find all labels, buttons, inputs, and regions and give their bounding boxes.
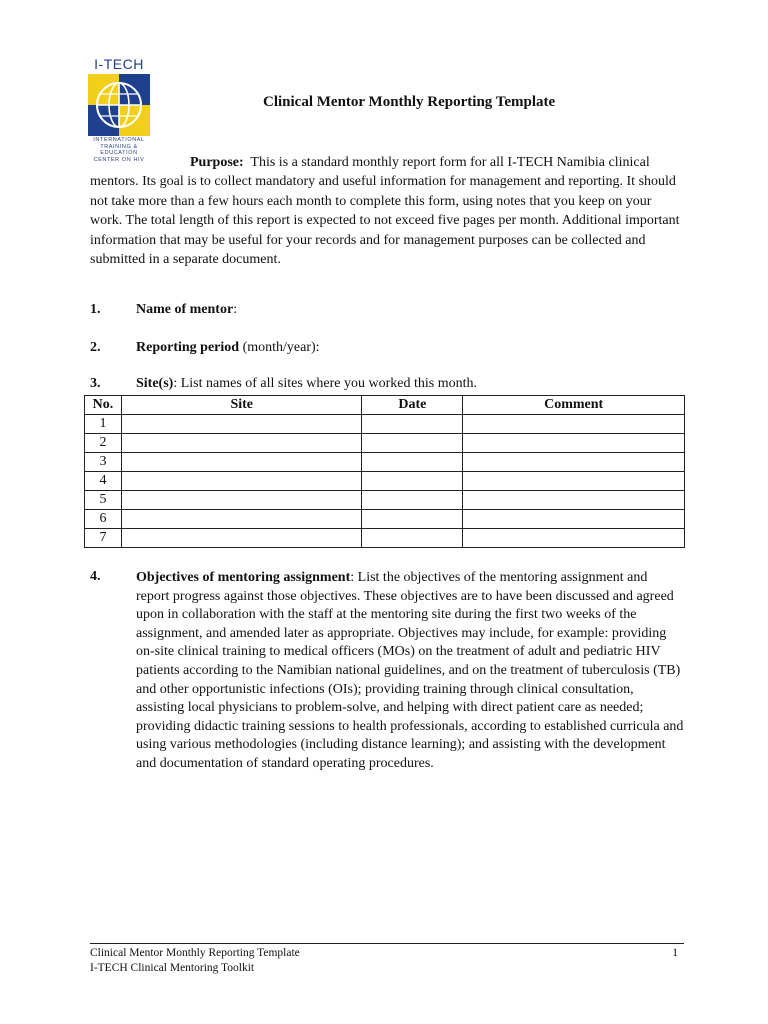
table-header-row <box>85 396 685 415</box>
comment-cell[interactable] <box>463 434 685 453</box>
site-cell[interactable] <box>121 510 362 529</box>
name-of-mentor-label: Name of mentor <box>136 302 234 317</box>
objectives-paragraph <box>136 569 684 774</box>
comment-cell[interactable] <box>463 510 685 529</box>
comment-cell[interactable] <box>463 415 685 434</box>
table-row <box>85 529 685 548</box>
section-2-number: 2. <box>90 340 101 355</box>
section-2-line <box>136 340 320 356</box>
reporting-period-label: Reporting period <box>136 340 240 355</box>
row-number: 3 <box>85 453 122 472</box>
date-cell[interactable] <box>362 472 463 491</box>
date-cell[interactable] <box>362 415 463 434</box>
footer-document-title: Clinical Mentor Monthly Reporting Template <box>90 947 300 959</box>
section-1-line <box>136 302 237 318</box>
table-row <box>85 415 685 434</box>
purpose-label: Purpose: <box>190 155 244 170</box>
purpose-paragraph <box>90 153 680 269</box>
table-row <box>85 491 685 510</box>
sites-label: Site(s) <box>136 376 174 391</box>
date-cell[interactable] <box>362 510 463 529</box>
site-cell[interactable] <box>121 491 362 510</box>
comment-cell[interactable] <box>463 529 685 548</box>
table-row <box>85 434 685 453</box>
page-number: 1 <box>672 947 678 959</box>
header-date: Date <box>362 396 463 415</box>
comment-cell[interactable] <box>463 472 685 491</box>
date-cell[interactable] <box>362 491 463 510</box>
page-title: Clinical Mentor Monthly Reporting Template <box>263 94 556 110</box>
logo-subtitle-line: TRAINING & <box>100 143 138 150</box>
header-no: No. <box>85 396 122 415</box>
site-cell[interactable] <box>121 453 362 472</box>
section-3-rest: : List names of all sites where you worked this month. <box>173 376 478 391</box>
section-2-rest: (month/year): <box>239 340 320 355</box>
row-number: 1 <box>85 415 122 434</box>
purpose-text: This is a standard monthly report form for all I-TECH Namibia clinical mentors. Its goal is to collect mandatory and useful information for management and reporting. It should not take more than a few hours each month to complete this form, using notes that you keep on your work. The total length of this report is expected to not exceed five pages per month. Additional important information that may be useful for your records and for management purposes can be collected and submitted in a separate document. <box>90 155 680 268</box>
site-cell[interactable] <box>121 434 362 453</box>
table-row <box>85 510 685 529</box>
row-number: 6 <box>85 510 122 529</box>
date-cell[interactable] <box>362 434 463 453</box>
logo-subtitle-line: INTERNATIONAL <box>93 137 145 143</box>
row-number: 7 <box>85 529 122 548</box>
comment-cell[interactable] <box>463 491 685 510</box>
logo-subtitle-line: CENTER ON HIV <box>93 156 145 163</box>
table-row <box>85 472 685 491</box>
globe-grid-icon <box>88 74 150 136</box>
page-footer <box>90 946 684 976</box>
comment-cell[interactable] <box>463 453 685 472</box>
logo-subtitle-line: EDUCATION <box>100 150 138 156</box>
objectives-label: Objectives of mentoring assignment <box>136 570 351 585</box>
section-1-rest: : <box>233 302 238 317</box>
row-number: 4 <box>85 472 122 491</box>
date-cell[interactable] <box>362 529 463 548</box>
section-4-number: 4. <box>90 569 101 584</box>
site-cell[interactable] <box>121 529 362 548</box>
section-3-line <box>136 376 477 392</box>
section-1-number: 1. <box>90 302 101 317</box>
header-comment: Comment <box>463 396 685 415</box>
row-number: 5 <box>85 491 122 510</box>
i-tech-logo <box>88 56 152 163</box>
footer-toolkit-name: I-TECH Clinical Mentoring Toolkit <box>90 962 255 974</box>
logo-wordmark: I-TECH <box>94 56 144 72</box>
table-row <box>85 453 685 472</box>
header-site: Site <box>121 396 362 415</box>
section-3-number: 3. <box>90 376 101 391</box>
sites-table <box>84 395 685 548</box>
footer-divider <box>90 943 684 944</box>
row-number: 2 <box>85 434 122 453</box>
site-cell[interactable] <box>121 415 362 434</box>
objectives-text: : List the objectives of the mentoring assignment and report progress against those objectives. These objectives are to have been discussed and agreed upon in collaboration with the staff at the mentoring site during the first two weeks of the assignment, and amended later as appropriate. Objectives may include, for example: providing on-site clinical training to medical officers (MOs) on the treatment of adult and pediatric HIV patients according to the Namibian national guidelines, and on the treatment of tuberculosis (TB) and other opportunistic infections (OIs); providing training through clinical consultation, assisting local physicians to problem-solve, and helping with direct patient care as needed; providing didactic training sessions to health professionals, according to established curricula and using various methodologies (including distance learning); and assisting with the development and documentation of standard operating procedures. <box>136 570 684 771</box>
date-cell[interactable] <box>362 453 463 472</box>
site-cell[interactable] <box>121 472 362 491</box>
